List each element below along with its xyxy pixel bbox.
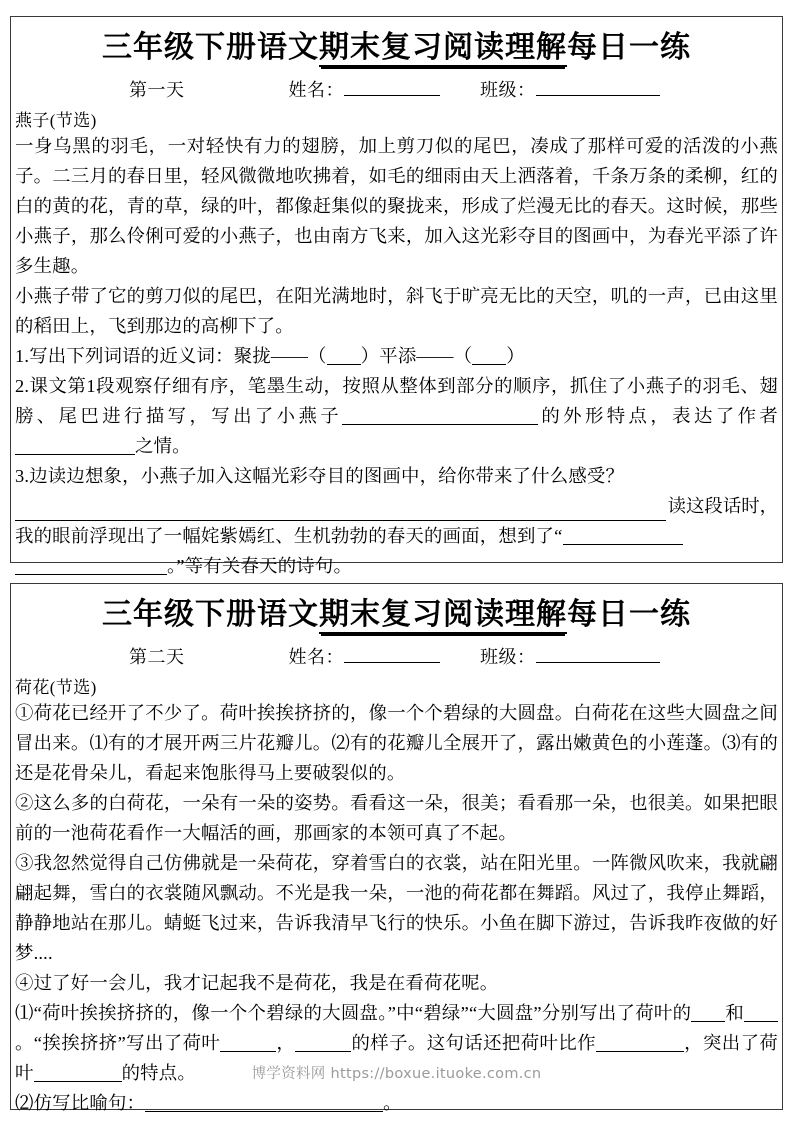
question-1-blank-c[interactable] [220,1036,276,1052]
title-suffix: 每日一练 [567,598,691,631]
passage-paragraph: ②这么多的白荷花，一朵有一朵的姿势。看看这一朵，很美；看看那一朵，也很美。如果把眼前的一池荷花看作一大幅活的画，那画家的本领可真了不起。 [15,793,778,843]
question-2-label: ⑵仿写比喻句： [15,1093,146,1113]
title-prefix: 三年级下册语文 [102,598,319,631]
passage-title-hehua: 荷花(节选) [15,678,97,697]
site-watermark: 博学资料网 https://boxue.ituoke.com.cn [251,1066,542,1082]
question-1-prefix: 1.写出下列词语的近义词：聚拢——（ [15,346,327,366]
class-label: 班级： [480,647,536,667]
question-3-blank-a[interactable] [15,498,666,521]
question-1-blank-a[interactable] [327,349,361,365]
worksheet-sheet-day-one [10,16,783,576]
passage-title-yanzi: 燕子(节选) [15,111,97,130]
title-suffix: 每日一练 [567,31,691,64]
questions-yanzi [15,341,778,491]
question-2-part2: 的外形特点，表达了作者 [538,406,778,426]
question-1 [15,998,778,1088]
question-2-blank-a[interactable] [342,409,538,425]
name-input-blank[interactable] [344,647,440,663]
page-title-day-two [11,598,782,631]
question-3-answer-part1 [15,521,778,551]
day-label: 第二天 [129,647,185,667]
question-2-part1: 2.课文第1段观察仔细有序，笔墨生动，按照从整体到部分的顺序，抓住了小燕子的羽毛、翅膀、尾巴进行描写，写出了小燕子 [15,376,778,426]
passage-body-hehua [15,698,778,998]
question-1-blank-a[interactable] [691,1006,725,1022]
question-1-part5: 的样子。这句话还把荷叶比作 [351,1033,596,1053]
class-input-blank[interactable] [536,647,660,663]
question-1-suffix: ） [506,346,525,366]
question-1-part2: 和 [725,1003,745,1023]
day-label: 第一天 [129,80,185,100]
title-prefix: 三年级下册语文 [102,31,319,64]
question-2-tail: 。 [383,1093,402,1113]
passage-paragraph: ③我忽然觉得自己仿佛就是一朵荷花，穿着雪白的衣裳，站在阳光里。一阵微风吹来，我就翩翩起舞，雪白的衣裳随风飘动。不光是我一朵，一池的荷花都在舞蹈。风过了，我停止舞蹈，静静地站在那儿。蜻蜓飞过来，告诉我清早飞行的快乐。小鱼在脚下游过，告诉我昨夜做的好梦.... [15,853,778,963]
question-1-part6: ，突出了荷叶 [15,1033,778,1083]
question-3-answer-line-1 [15,491,778,521]
question-1-part4: ， [276,1033,296,1053]
passage-paragraph: ①荷花已经开了不少了。荷叶挨挨挤挤的，像一个个碧绿的大圆盘。白荷花在这些大圆盘之间冒出来。⑴有的才展开两三片花瓣儿。⑵有的花瓣儿全展开了，露出嫩黄色的小莲蓬。⑶有的还是花骨朵儿，看起来饱胀得马上要破裂似的。 [15,703,778,783]
question-1-middle: ）平添——（ [360,346,473,366]
title-underlined-part: 期末复习阅读理解 [319,31,567,67]
meta-row-day-one [11,76,782,102]
question-3: 3.边读边想象，小燕子加入这幅光彩夺目的图画中，给你带来了什么感受？ [15,466,625,486]
worksheet-sheet-day-two [10,583,783,1113]
name-label: 姓名： [288,647,344,667]
question-2-blank[interactable] [145,1096,383,1112]
name-label: 姓名： [288,80,344,100]
question-3-answer-text: 我的眼前浮现出了一幅姹紫嫣红、生机勃勃的春天的画面，想到了“ [15,526,563,546]
title-underlined-part: 期末复习阅读理解 [319,598,567,634]
question-1 [15,341,778,371]
questions-hehua [15,998,778,1118]
class-label: 班级： [480,80,536,100]
passage-paragraph: ④过了好一会儿，我才记起我不是荷花，我是在看荷花呢。 [15,973,499,993]
question-3-answer-part2 [15,551,778,581]
question-1-blank-d[interactable] [295,1036,351,1052]
question-1-blank-e[interactable] [596,1036,684,1052]
question-2 [15,1088,778,1118]
passage-paragraph: 小燕子带了它的剪刀似的尾巴，在阳光满地时，斜飞于旷亮无比的天空，叽的一声，已由这里的稻田上，飞到那边的高柳下了。 [15,286,778,336]
question-2-blank-b[interactable] [15,439,135,455]
question-1-blank-f[interactable] [34,1066,122,1082]
question-3-tail: 读这段话时， [667,496,778,516]
name-input-blank[interactable] [344,80,440,96]
question-1-blank-b[interactable] [472,349,506,365]
question-1-part3: 。“挨挨挤挤”写出了荷叶 [15,1033,221,1053]
question-3-blank-b[interactable] [563,529,683,545]
question-1-part7: 的特点。 [121,1063,196,1083]
class-input-blank[interactable] [536,80,660,96]
question-1-part1: ⑴“荷叶挨挨挤挤的，像一个个碧绿的大圆盘。”中“碧绿”“大圆盘”分别写出了荷叶的 [15,1003,692,1023]
page-title-day-one [11,31,782,64]
question-3-blank-c[interactable] [15,559,167,575]
passage-body-yanzi [15,131,778,341]
question-3-answer-tail: 。”等有关春天的诗句。 [167,556,353,576]
question-3-answer-body [15,521,778,581]
meta-row-day-two [11,643,782,669]
passage-paragraph: 一身乌黑的羽毛，一对轻快有力的翅膀，加上剪刀似的尾巴，凑成了那样可爱的活泼的小燕子。二三月的春日里，轻风微微地吹拂着，如毛的细雨由天上洒落着，千条万条的柔柳，红的白的黄的花，青的草，绿的叶，都像赶集似的聚拢来，形成了烂漫无比的春天。这时候，那些小燕子，那么伶俐可爱的小燕子，也由南方飞来，加入这光彩夺目的图画中，为春光平添了许多生趣。 [15,136,778,276]
question-2-part3: 之情。 [135,436,191,456]
question-1-blank-b[interactable] [744,1006,778,1022]
question-2 [15,371,778,461]
